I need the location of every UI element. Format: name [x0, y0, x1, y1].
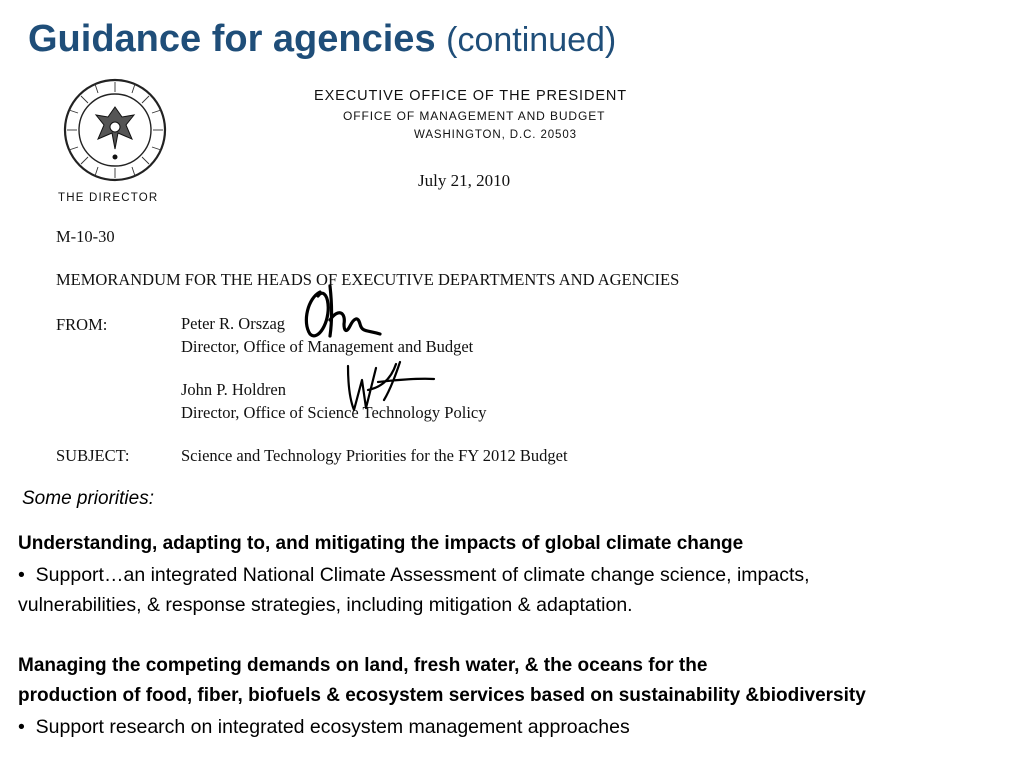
memo-from-title-2: Director, Office of Science Technology Policy [181, 403, 487, 422]
memo-number: M-10-30 [56, 227, 115, 246]
orszag-signature-icon [300, 282, 390, 344]
section2-bullet-text: Support research on integrated ecosystem management approaches [35, 716, 630, 738]
slide-title [28, 14, 616, 65]
slide-title-sub: (continued) [446, 21, 617, 59]
slide-title-main: Guidance for agencies [28, 18, 436, 60]
memo-from-title-1: Director, Office of Management and Budget [181, 337, 474, 356]
section2-heading-line1: Managing the competing demands on land, fresh water, & the oceans for the [18, 655, 708, 676]
memo-from-name-1: Peter R. Orszag [181, 314, 286, 333]
holdren-signature-icon [338, 360, 438, 420]
memo-subject-text: Science and Technology Priorities for the FY 2012 Budget [181, 446, 568, 465]
section1-heading: Understanding, adapting to, and mitigating the impacts of global climate change [18, 533, 744, 554]
memo-header-line3: WASHINGTON, D.C. 20503 [414, 129, 577, 141]
omb-seal-icon [62, 77, 168, 183]
section2-heading-line2: production of food, fiber, biofuels & ecosystem services based on sustainability &biodiversity [18, 685, 866, 706]
section2-bullet [18, 716, 630, 739]
memo-director-label: THE DIRECTOR [58, 192, 159, 204]
memo-from-name-2: John P. Holdren [181, 380, 286, 399]
priorities-intro: Some priorities: [22, 488, 154, 509]
section1-bullet-line1 [18, 564, 810, 587]
memo-from-label: FROM: [56, 315, 108, 334]
bullet-icon: • [18, 564, 25, 586]
memo-header-line2: OFFICE OF MANAGEMENT AND BUDGET [343, 109, 606, 123]
bullet-icon: • [18, 716, 25, 738]
memo-date: July 21, 2010 [418, 171, 511, 190]
section1-bullet-line2: vulnerabilities, & response strategies, including mitigation & adaptation. [18, 594, 633, 616]
memo-subject-label: SUBJECT: [56, 446, 130, 465]
memo-header-line1: EXECUTIVE OFFICE OF THE PRESIDENT [314, 88, 628, 104]
memo-title: MEMORANDUM FOR THE HEADS OF EXECUTIVE DEPARTMENTS AND AGENCIES [56, 270, 680, 289]
section1-bullet-text: Support…an integrated National Climate Assessment of climate change science, impacts, [35, 564, 810, 586]
